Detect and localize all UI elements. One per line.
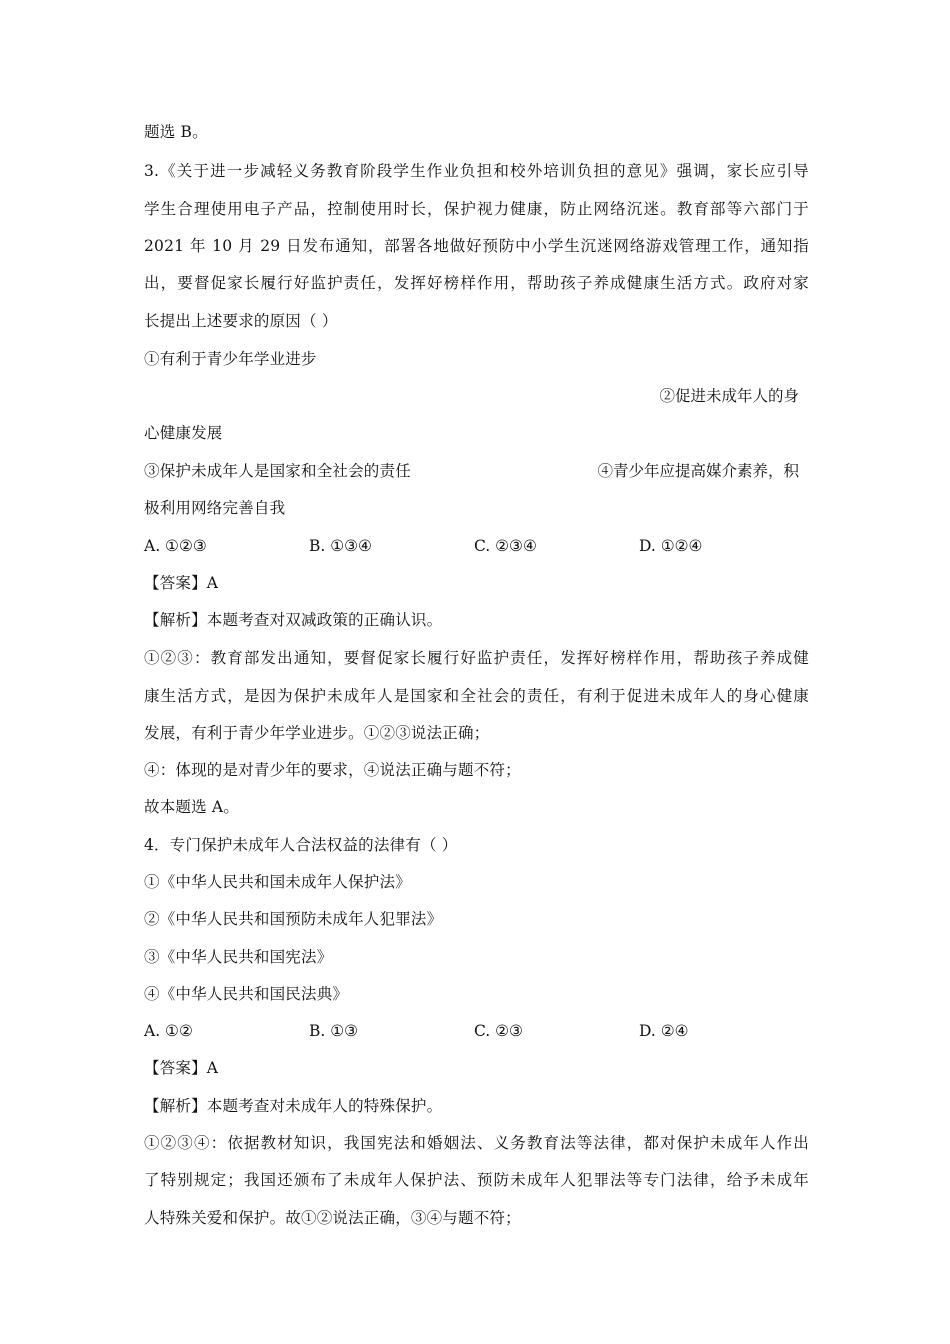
q4-analysis-line-1: ①②③④：依据教材知识，我国宪法和婚姻法、义务教育法等法律，都对保护未成年人作出 [144, 1134, 809, 1152]
q3-analysis-line-4: ④：体现的是对青少年的要求，④说法正确与题不符； [144, 761, 521, 779]
q3-option-a: A. ①②③ [144, 537, 207, 555]
q3-analysis-line-2: 康生活方式，是因为保护未成年人是国家和全社会的责任，有利于促进未成年人的身心健康 [144, 687, 809, 705]
q4-item-1: ①《中华人民共和国未成年人保护法》 [144, 873, 411, 891]
q3-analysis-line-1: ①②③：教育部发出通知，要督促家长履行好监护责任，发挥好榜样作用，帮助孩子养成健 [144, 649, 809, 667]
q3-statement-2-start: ②促进未成年人的身 [659, 387, 799, 405]
q3-analysis-heading: 【解析】本题考查对双减政策的正确认识。 [144, 611, 443, 629]
q3-statement-1: ①有利于青少年学业进步 [144, 350, 317, 368]
q4-item-3: ③《中华人民共和国宪法》 [144, 948, 333, 966]
q3-stem-line-3: 2021 年 10 月 29 日发布通知，部署各地做好预防中小学生沉迷网络游戏管理工作，通知指 [144, 237, 809, 255]
q4-option-d: D. ②④ [639, 1022, 689, 1040]
q3-stem-line-5: 长提出上述要求的原因（ ） [144, 312, 338, 330]
q4-option-b: B. ①③ [309, 1022, 359, 1040]
q3-answer: 【答案】A [144, 574, 219, 592]
q4-option-c: C. ②③ [474, 1022, 523, 1040]
q4-analysis-heading: 【解析】本题考查对未成年人的特殊保护。 [144, 1097, 443, 1115]
q4-option-a: A. ①② [144, 1022, 193, 1040]
q3-stem-line-2: 学生合理使用电子产品，控制使用时长，保护视力健康，防止网络沉迷。教育部等六部门于 [144, 200, 809, 218]
q4-item-2: ②《中华人民共和国预防未成年人犯罪法》 [144, 910, 443, 928]
q3-analysis-line-3: 发展，有利于青少年学业进步。①②③说法正确； [144, 724, 490, 742]
q3-statement-4-start: ④青少年应提高媒介素养，积 [597, 462, 799, 480]
q4-answer: 【答案】A [144, 1059, 219, 1077]
q4-analysis-line-2: 了特别规定；我国还颁布了未成年人保护法、预防未成年人犯罪法等专门法律，给予未成年 [144, 1171, 809, 1189]
previous-question-conclusion: 题选 B。 [144, 123, 208, 141]
q4-analysis-line-3: 人特殊关爱和保护。故①②说法正确，③④与题不符； [144, 1209, 521, 1227]
q3-option-c: C. ②③④ [474, 537, 537, 555]
q3-statement-3: ③保护未成年人是国家和全社会的责任 [144, 462, 411, 480]
q4-stem: 4．专门保护未成年人合法权益的法律有（ ） [144, 836, 458, 854]
q3-statement-2-end: 心健康发展 [144, 424, 223, 442]
q3-statement-4-end: 极利用网络完善自我 [144, 499, 286, 517]
q3-stem-line-1: 3.《关于进一步减轻义务教育阶段学生作业负担和校外培训负担的意见》强调，家长应引导 [144, 162, 809, 180]
q3-option-d: D. ①②④ [639, 537, 703, 555]
q3-option-b: B. ①③④ [309, 537, 372, 555]
q3-conclusion: 故本题选 A。 [144, 798, 240, 816]
q4-item-4: ④《中华人民共和国民法典》 [144, 985, 349, 1003]
q3-stem-line-4: 出，要督促家长履行好监护责任，发挥好榜样作用，帮助孩子养成健康生活方式。政府对家 [144, 274, 809, 292]
